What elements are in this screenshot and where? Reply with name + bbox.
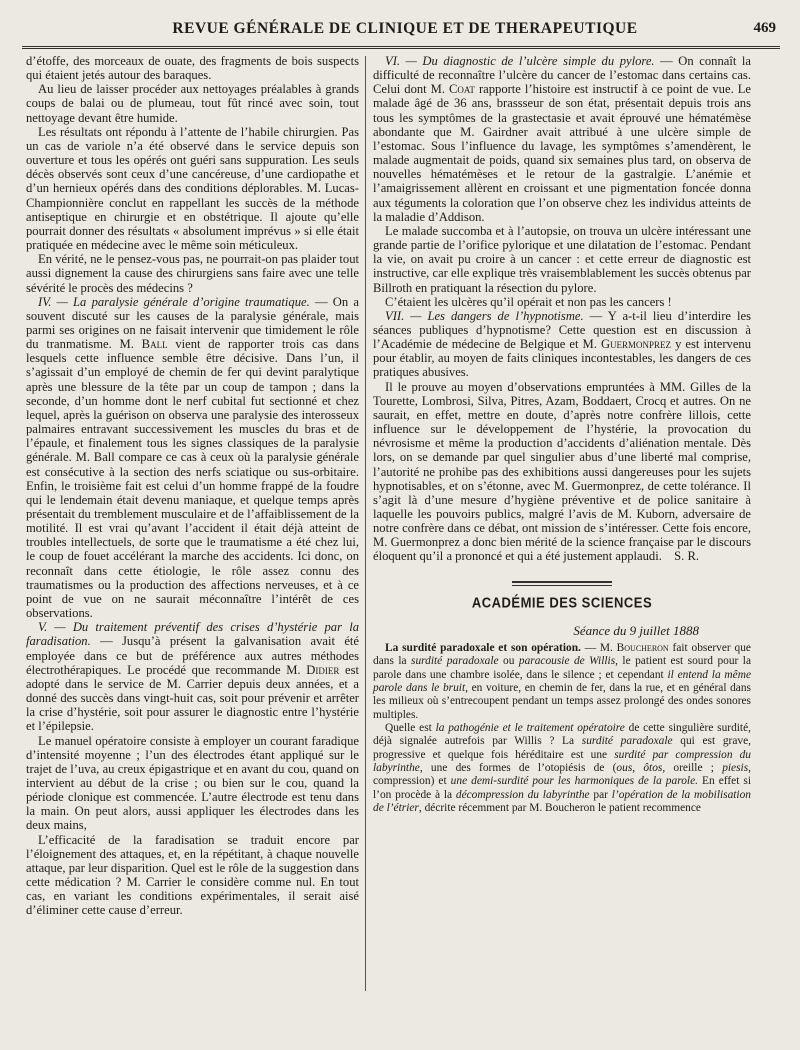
session-date: Séance du 9 juillet 1888 (573, 622, 699, 638)
author-name: Didier (306, 662, 340, 677)
italic-run: l’opération de la mobilisation de l’étrier (373, 788, 751, 815)
text-run: en voiture, en chemin de fer, dans la rue, et en général dans les milieux où s’entrecoupent pendant un temps assez prolongé des ondes sonores multiples. (373, 681, 751, 721)
signature: S. R. (674, 549, 699, 564)
section-iv-paragraph (26, 295, 359, 621)
academie-heading: ACADÉMIE DES SCIENCES (471, 593, 653, 611)
italic-run: la pathogénie et le traitement opératoire (435, 722, 625, 734)
section-ornament (373, 578, 751, 588)
italic-run: ous, ôtos (616, 762, 663, 775)
paragraph: En vérité, ne le pensez-vous pas, ne pourrait-on pas plaider tout aussi dignement la cause des chirurgiens sans faire avec une telle sévérité le procès des médecins ? (26, 252, 359, 295)
text-run: de cette singulière surdité, déjà signalée autrefois par Willis ? La (373, 722, 752, 748)
paragraph: Les résultats ont répondu à l’attente de l’habile chirurgien. Pas un cas de variole n’a été observé dans le service depuis son ouverture et tous les opérés ont guéri sans suppuration. Les seuls décès observés sont ceux d’une cancéreuse, d’une cardiopathe et d’un hernieux opérés dans des conditions déplorables. M. Lucas-Championnière conclut en rappellant les succès de la méthode antiseptique en chirurgie et en obstétrique. Il ajoute qu’elle pourrait donner des résultats « absolument imprévus » si elle était pratiquée en médecine avec le même soin méticuleux. (26, 124, 359, 253)
italic-run: paracousie de Willis (518, 655, 616, 668)
text-run: y est intervenu pour établir, au moyen de faits cliniques incontestables, les dangers de ces pratiques abusives. (373, 337, 752, 380)
paragraph: Au lieu de laisser procéder aux nettoyages préalables à grands coups de balai ou de plumeau, tout fût rincé avec soin, tout nettoyage devant être humide. (26, 82, 359, 125)
section-vi-title: VI. — Du diagnostic de l’ulcère simple du pylore. (385, 54, 655, 68)
text-run: En effet si l’on procède à la (373, 775, 751, 801)
text-run: — On a souvent discuté sur les causes de la paralysie générale, mais parmi ses origines on ne faisait intervenir que timidement le rôle du tranmatisme. M. (26, 294, 359, 352)
paragraph (373, 380, 751, 564)
text-run: est adopté dans le service de M. Carrier depuis deux années, et a donné des succès dans vingt-huit cas, soit pour prévenir et arrêter la crise d’hystérie, soit pour assurer le diagnostic entre l’hystérie et l’épilepsie. (26, 662, 359, 734)
section-iv-title: IV. — La paralysie générale d’origine traumatique. (38, 294, 310, 309)
right-column (373, 54, 751, 815)
italic-run: surdité paradoxale (411, 655, 499, 668)
running-header (30, 20, 780, 42)
text-run: , une des formes de l’otopiésis de ( (419, 762, 617, 775)
section-vi-paragraph (373, 54, 751, 224)
italic-run: piesis (722, 762, 749, 775)
text-run: , le patient est sourd pour la parole dans une chambre isolée, dans le silence ; et cependant (373, 655, 751, 681)
text-run: — Jusqu’à présent la galvanisation avait été employée dans ce but de préférence aux autres méthodes électrothérapiques. Le procédé que recommande M. (26, 634, 359, 677)
italic-run: surdité paradoxale (581, 735, 673, 748)
text-run: par (589, 788, 612, 801)
section-vii-paragraph (373, 309, 751, 380)
text-run: qui est grave, progressive et quelque fois héréditaire est une (373, 735, 751, 761)
text-run: rapporte l’histoire est instructif à ce point de vue. Le malade âgé de 36 ans, brassseur de son état, présentait depuis trois ans tous les symptômes de la grastectasie et avait éprouvé une hématémèse abondante que M. Gairdner avait attribué à une ulcère simple de l’estomac. Sous l’influence du lavage, les symptômes s’amendèrent, le malade augmentait de poids, quand six semaines plus tard, on observa de nouvelles hématémèses et le retour de la gastralgie. L’anémie et l’amaigrissement allèrent en croissant et une pigmentation foncée donna aux téguments la coloration que l’on observe chez les individus atteints de la maladie d’Addison. (373, 82, 751, 224)
text-run: , décrite récemment par M. Boucheron le patient recommence (418, 802, 701, 815)
text-run: Quelle est (385, 722, 436, 734)
section-v-title: V. — Du traitement préventif des crises d’hystérie par la faradisation. (26, 620, 359, 649)
italic-run: décompression du labyrinthe (455, 788, 590, 801)
text-run: , compression) et (373, 762, 751, 788)
ornament-bar (512, 581, 612, 586)
text-run: — Y a-t-il lieu d’interdire les séances publiques d’hypnotisme? Cette question est en discussion à l’Académie de médecine de Belgique et M. (373, 308, 751, 352)
journal-title: REVUE GÉNÉRALE DE CLINIQUE ET DE THERAPEUTIQUE (172, 20, 638, 37)
header-rule (22, 46, 780, 49)
academie-paragraph (373, 642, 751, 722)
paragraph: Le manuel opératoire consiste à employer un courant faradique d’intensité moyenne ; l’un des électrodes étant appliqué sur le trajet de l’uva, au creux épigastrique et en avant du cou, quand on intervient au début de la crise ; ou bien sur le cou, quand la période clonique est commencée. L’autre électrode est tenu dans la main. On peut alors, aussi appliquer les électrodes dans les deux mains, (26, 733, 359, 833)
paragraph: C’étaient les ulcères qu’il opérait et non pas les cancers ! (385, 294, 672, 309)
paragraph: d’étoffe, des morceaux de ouate, des fragments de bois suspects qui étaient jetés autour des baraques. (26, 54, 359, 83)
column-divider (365, 56, 366, 991)
article-lead: La surdité paradoxale et son opération. (385, 641, 581, 654)
paragraph: L’efficacité de la faradisation se traduit encore par l’éloignement des attaques, et, en la répétitant, à chaque nouvelle attaque, par leur disparition. Quel est le rôle de la suggestion dans cette médication ? M. Carrier le considère comme nul. En tout cas, en variant les conditions expérimentales, il serait aisé d’éliminer cette cause d’erreur. (26, 832, 359, 918)
text-run: ou (498, 655, 519, 668)
text-run: vient de rapporter trois cas dans lesquels cette influence semble être décisive. Dans l’un, il s’agissait d’un employé de chemin de fer qui devint paralytique après une blessure de la tête par un coup de tampon ; dans la seconde, d’un homme dont le nerf cubital fut sectionné et chez lequel, après la guérison on observa une paralysie des interosseux palmaires entravant successivement les muscles du bras et de l’épaule, et finalement tous les signes classiques de la paralysie générale. M. Ball compare ce cas à ceux où la paralysie générale est consécutive à la section des nerfs sciatique ou sus-orbitaire. Enfin, le troisième fait est celui d’un homme frappé de la foudre qui le lendemain était devenu maniaque, et quelque temps après présentait du tremblement musculaire et de l’affaiblissement de la motilité. Il est vrai qu’avant l’accident il était déjà atteint de troubles intellectuels, de sorte que le traumatisme a été chez lui, le coup de fouet accélérant la marche des accidents. Ici donc, on reconnaît dans cette étiologie, le rôle assez connu des traumatismes ou la production des affections nerveuses, et à ce point de vue on ne saurait méconnaître l’intérêt de ces observations. (26, 337, 359, 621)
author-name: Boucheron (616, 641, 669, 654)
author-name: Guermonprez (600, 337, 672, 352)
text-run: — On connaît la difficulté de reconnaître l’ulcère du cancer de l’estomac dans certains cas. Celui dont M. (373, 54, 751, 97)
author-name: Ball (141, 337, 168, 352)
text-run: fait observer que dans la (373, 641, 751, 668)
author-name: Coat (449, 82, 475, 97)
academie-paragraph (373, 722, 751, 815)
italic-run: surdité par compression du labyrinthe (373, 748, 751, 775)
text-run: Il le prouve au moyen d’observations empruntées à MM. Gilles de la Tourette, Lombrosi, Silva, Pitres, Azam, Boddaert, Crocq et autres. On ne saurait, en effet, mettre en doute, d’après notre confrère lillois, cette influence sur le développement de l’hystérie, la provocation du névrosisme et même la production d’accidents d’aliénation mentale. Dès lors, on se demande par quel singulier abus d’une liberté mal comprise, l’autorité ne prohibe pas des exhibitions aussi dangereuses pour les sujets hypnotisables, et on s’étonne, avec M. Guermonprez, de cette tolérance. Il s’agit là d’une mesure d’hygiène préventive et de police sanitaire à laquelle les pouvoirs publics, malgré l’avis de M. Kuborn, adversaire de notre confrère dans ce débat, ont mission de s’intéresser. Cette fois encore, M. Guermonprez a donc bien mérité de la science française par le discours éloquent qu’il a prononcé et qui a été justement applaudi. (373, 379, 751, 564)
text-run: , oreille ; (662, 762, 723, 775)
paragraph: Le malade succomba et à l’autopsie, on trouva un ulcère intéressant une grande partie de l’orifice pylorique et une dilatation de l’estomac. Pendant la vie, on avait pu croire à un cancer : et cette erreur de diagnostic est instructive, car elle explique très vraisemblablement les succès obtenus par Billroth en pratiquant la résection du pylore. (373, 223, 751, 295)
text-run: — M. (580, 641, 617, 654)
page-number: 469 (753, 20, 776, 36)
italic-run: une demi-surdité pour les harmoniques de la parole. (450, 775, 698, 788)
section-v-paragraph (26, 620, 359, 733)
section-vii-title: VII. — Les dangers de l’hypnotisme. (385, 308, 584, 323)
left-column (26, 54, 359, 918)
italic-run: il entend la même parole dans le bruit, (373, 668, 751, 694)
